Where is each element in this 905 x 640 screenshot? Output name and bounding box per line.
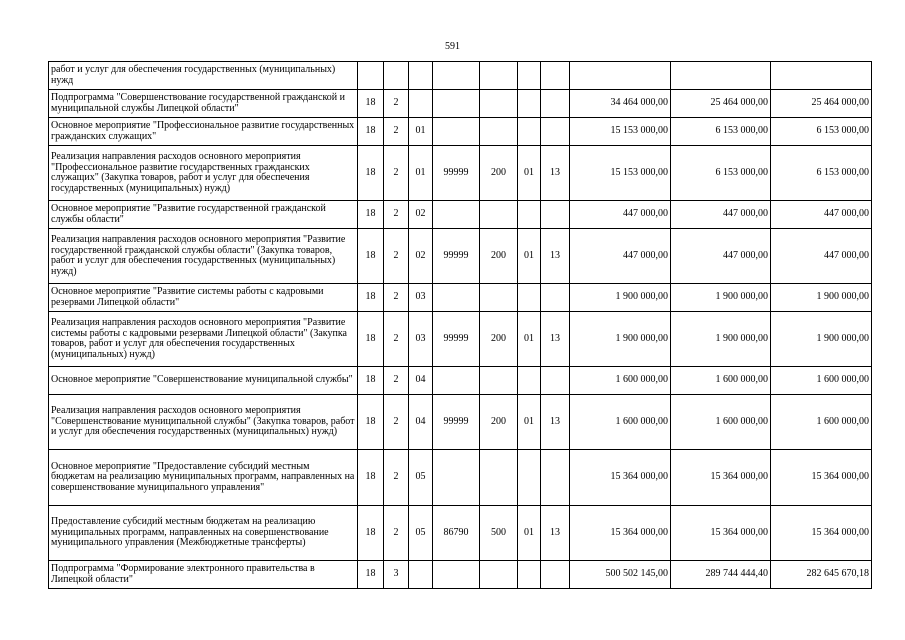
sum-year-1: 1 900 000,00	[570, 312, 671, 367]
sum-year-2	[671, 62, 771, 90]
code-expense-type	[480, 62, 518, 90]
table-row	[49, 367, 872, 395]
sum-year-3: 1 600 000,00	[771, 395, 872, 450]
code-expense-type: 200	[480, 146, 518, 201]
sum-year-3: 447 000,00	[771, 201, 872, 229]
code-pp: 2	[384, 201, 409, 229]
code-om: 02	[409, 229, 433, 284]
code-gr: 18	[358, 506, 384, 561]
sum-year-1: 1 900 000,00	[570, 284, 671, 312]
sum-year-3: 6 153 000,00	[771, 118, 872, 146]
sum-year-2: 447 000,00	[671, 201, 771, 229]
code-expense-type	[480, 201, 518, 229]
row-name: работ и услуг для обеспечения государственных (муниципальных) нужд	[49, 62, 358, 90]
code-direction: 99999	[433, 312, 480, 367]
code-section	[518, 62, 541, 90]
table-body	[49, 62, 872, 589]
code-subsection: 13	[541, 506, 570, 561]
code-subsection	[541, 367, 570, 395]
code-section	[518, 118, 541, 146]
code-section: 01	[518, 506, 541, 561]
code-gr: 18	[358, 312, 384, 367]
code-gr: 18	[358, 284, 384, 312]
code-expense-type	[480, 450, 518, 506]
sum-year-2: 15 364 000,00	[671, 506, 771, 561]
sum-year-2: 1 600 000,00	[671, 367, 771, 395]
row-name: Подпрограмма "Формирование электронного правительства в Липецкой области"	[49, 561, 358, 589]
code-expense-type	[480, 561, 518, 589]
code-pp: 3	[384, 561, 409, 589]
code-gr: 18	[358, 90, 384, 118]
code-subsection: 13	[541, 146, 570, 201]
code-om: 03	[409, 312, 433, 367]
row-name: Подпрограмма "Совершенствование государственной гражданской и муниципальной службы Липецкой области"	[49, 90, 358, 118]
code-direction: 99999	[433, 229, 480, 284]
sum-year-2: 15 364 000,00	[671, 450, 771, 506]
code-pp: 2	[384, 395, 409, 450]
row-name: Реализация направления расходов основного мероприятия "Совершенствование муниципальной службы" (Закупка товаров, работ и услуг для обеспечения государственных (муниципальных) нужд)	[49, 395, 358, 450]
table-row	[49, 284, 872, 312]
sum-year-3: 15 364 000,00	[771, 506, 872, 561]
table-row	[49, 229, 872, 284]
code-pp: 2	[384, 118, 409, 146]
code-direction: 99999	[433, 395, 480, 450]
code-expense-type: 200	[480, 229, 518, 284]
table-row	[49, 312, 872, 367]
code-subsection: 13	[541, 395, 570, 450]
row-name: Основное мероприятие "Совершенствование муниципальной службы"	[49, 367, 358, 395]
row-name: Основное мероприятие "Развитие системы работы с кадровыми резервами Липецкой области"	[49, 284, 358, 312]
sum-year-3: 1 900 000,00	[771, 284, 872, 312]
code-section	[518, 201, 541, 229]
table-row	[49, 395, 872, 450]
code-om: 04	[409, 367, 433, 395]
code-pp: 2	[384, 367, 409, 395]
sum-year-3: 1 900 000,00	[771, 312, 872, 367]
code-expense-type: 200	[480, 312, 518, 367]
table-row	[49, 146, 872, 201]
code-section	[518, 450, 541, 506]
sum-year-2: 1 900 000,00	[671, 284, 771, 312]
code-om: 05	[409, 450, 433, 506]
code-gr: 18	[358, 146, 384, 201]
code-direction	[433, 284, 480, 312]
code-gr: 18	[358, 229, 384, 284]
code-direction	[433, 90, 480, 118]
code-gr: 18	[358, 395, 384, 450]
table-row	[49, 201, 872, 229]
code-section	[518, 284, 541, 312]
code-subsection	[541, 450, 570, 506]
sum-year-1: 34 464 000,00	[570, 90, 671, 118]
row-name: Реализация направления расходов основного мероприятия "Развитие государственной гражданской службы области" (Закупка товаров, работ и услуг для обеспечения государственных (муниципальных) нужд)	[49, 229, 358, 284]
code-section	[518, 90, 541, 118]
code-direction: 99999	[433, 146, 480, 201]
code-om	[409, 561, 433, 589]
table-row	[49, 561, 872, 589]
code-direction	[433, 561, 480, 589]
sum-year-3: 6 153 000,00	[771, 146, 872, 201]
code-om: 05	[409, 506, 433, 561]
sum-year-1: 15 364 000,00	[570, 506, 671, 561]
sum-year-3	[771, 62, 872, 90]
code-subsection	[541, 90, 570, 118]
sum-year-1: 1 600 000,00	[570, 367, 671, 395]
code-subsection	[541, 118, 570, 146]
code-pp: 2	[384, 450, 409, 506]
sum-year-2: 289 744 444,40	[671, 561, 771, 589]
code-pp	[384, 62, 409, 90]
code-expense-type	[480, 367, 518, 395]
code-om: 04	[409, 395, 433, 450]
code-direction	[433, 201, 480, 229]
code-pp: 2	[384, 312, 409, 367]
code-gr: 18	[358, 450, 384, 506]
code-om	[409, 62, 433, 90]
table-row	[49, 62, 872, 90]
sum-year-2: 447 000,00	[671, 229, 771, 284]
code-pp: 2	[384, 90, 409, 118]
table-row	[49, 118, 872, 146]
code-expense-type: 500	[480, 506, 518, 561]
code-subsection: 13	[541, 229, 570, 284]
code-subsection: 13	[541, 312, 570, 367]
sum-year-2: 1 900 000,00	[671, 312, 771, 367]
code-direction: 86790	[433, 506, 480, 561]
sum-year-1: 15 364 000,00	[570, 450, 671, 506]
code-section	[518, 561, 541, 589]
code-subsection	[541, 284, 570, 312]
code-section	[518, 367, 541, 395]
sum-year-2: 6 153 000,00	[671, 118, 771, 146]
sum-year-2: 6 153 000,00	[671, 146, 771, 201]
code-pp: 2	[384, 284, 409, 312]
code-gr: 18	[358, 201, 384, 229]
code-direction	[433, 62, 480, 90]
budget-table	[48, 61, 872, 589]
table-row	[49, 90, 872, 118]
sum-year-1: 1 600 000,00	[570, 395, 671, 450]
code-subsection	[541, 561, 570, 589]
code-subsection	[541, 201, 570, 229]
code-direction	[433, 450, 480, 506]
row-name: Основное мероприятие "Развитие государственной гражданской службы области"	[49, 201, 358, 229]
code-gr	[358, 62, 384, 90]
code-pp: 2	[384, 146, 409, 201]
code-direction	[433, 367, 480, 395]
sum-year-1: 447 000,00	[570, 201, 671, 229]
sum-year-1: 447 000,00	[570, 229, 671, 284]
code-subsection	[541, 62, 570, 90]
code-om: 03	[409, 284, 433, 312]
code-section: 01	[518, 312, 541, 367]
code-direction	[433, 118, 480, 146]
sum-year-3: 447 000,00	[771, 229, 872, 284]
sum-year-3: 25 464 000,00	[771, 90, 872, 118]
row-name: Основное мероприятие "Профессиональное развитие государственных гражданских служащих"	[49, 118, 358, 146]
sum-year-1	[570, 62, 671, 90]
code-gr: 18	[358, 367, 384, 395]
code-om: 02	[409, 201, 433, 229]
row-name: Реализация направления расходов основного мероприятия "Профессиональное развитие государственных гражданских служащих" (Закупка товаров, работ и услуг для обеспечения государственных (муниципальных) нужд)	[49, 146, 358, 201]
code-section: 01	[518, 395, 541, 450]
code-om: 01	[409, 146, 433, 201]
code-pp: 2	[384, 506, 409, 561]
sum-year-1: 500 502 145,00	[570, 561, 671, 589]
code-pp: 2	[384, 229, 409, 284]
row-name: Основное мероприятие "Предоставление субсидий местным бюджетам на реализацию муниципальных программ, направленных на совершенствование муниципального управления"	[49, 450, 358, 506]
sum-year-2: 1 600 000,00	[671, 395, 771, 450]
code-expense-type: 200	[480, 395, 518, 450]
code-section: 01	[518, 229, 541, 284]
sum-year-3: 1 600 000,00	[771, 367, 872, 395]
sum-year-2: 25 464 000,00	[671, 90, 771, 118]
code-om: 01	[409, 118, 433, 146]
sum-year-3: 282 645 670,18	[771, 561, 872, 589]
page-number: 591	[445, 41, 460, 52]
sum-year-1: 15 153 000,00	[570, 146, 671, 201]
row-name: Реализация направления расходов основного мероприятия "Развитие системы работы с кадровыми резервами Липецкой области" (Закупка товаров, работ и услуг для обеспечения государственных (муниципальных) нужд)	[49, 312, 358, 367]
code-om	[409, 90, 433, 118]
sum-year-1: 15 153 000,00	[570, 118, 671, 146]
code-gr: 18	[358, 561, 384, 589]
code-expense-type	[480, 284, 518, 312]
code-section: 01	[518, 146, 541, 201]
sum-year-3: 15 364 000,00	[771, 450, 872, 506]
code-expense-type	[480, 118, 518, 146]
table-row	[49, 450, 872, 506]
code-gr: 18	[358, 118, 384, 146]
row-name: Предоставление субсидий местным бюджетам на реализацию муниципальных программ, направленных на совершенствование муниципального управления (Межбюджетные трансферты)	[49, 506, 358, 561]
code-expense-type	[480, 90, 518, 118]
table-row	[49, 506, 872, 561]
